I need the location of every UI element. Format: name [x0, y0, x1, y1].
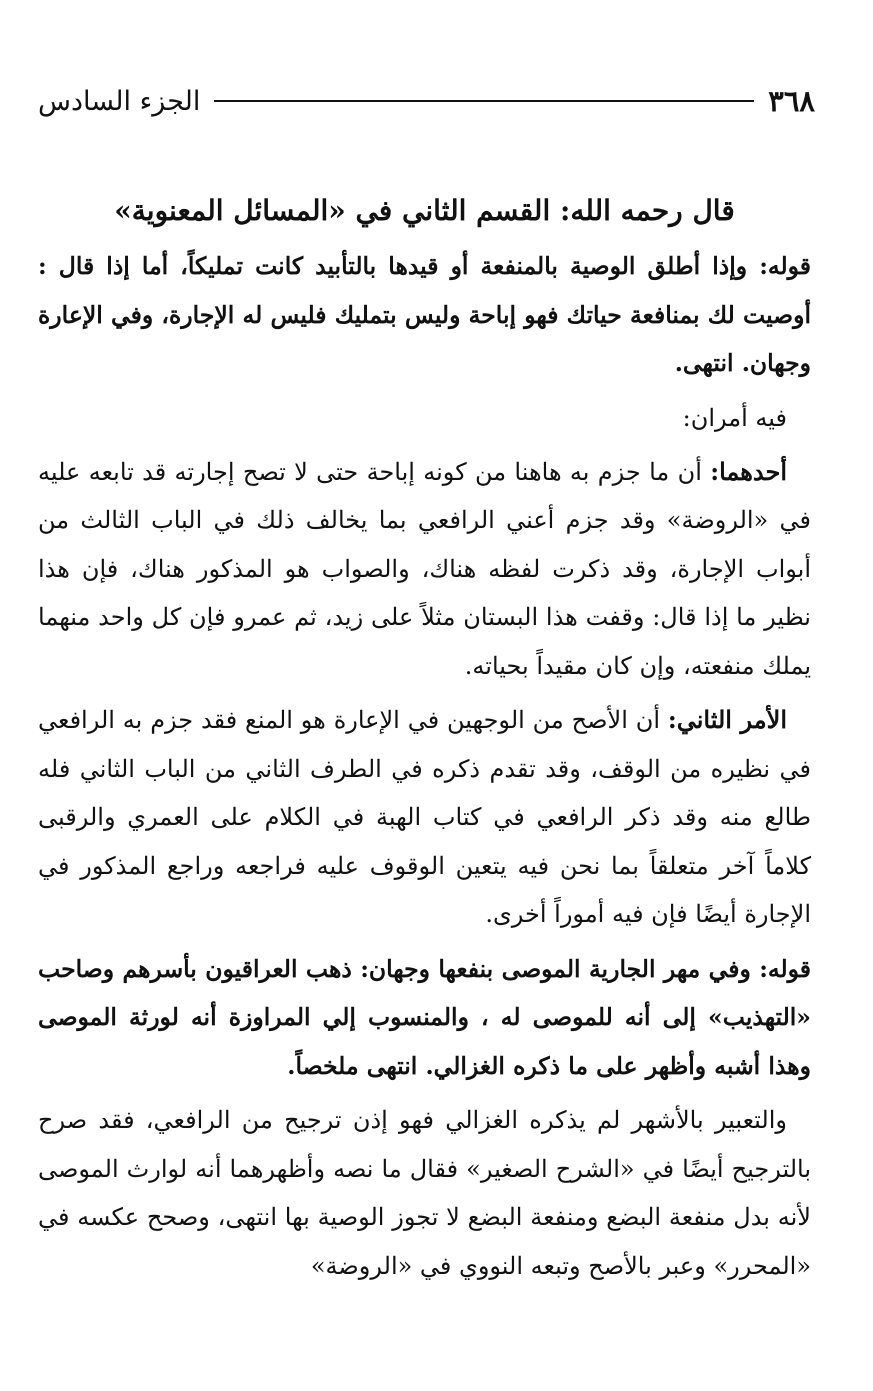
quoted-passage: قوله: وفي مهر الجارية الموصى بنفعها وجهان: ذهب العراقيون بأسرهم وصاحب «التهذيب» إلى أنه للموصى له ، والمنسوب إلي المراوزة أنه لورثة الموصى وهذا أشبه وأظهر على ما ذكره الغزالي. انتهى ملخصاً.: [38, 954, 811, 1080]
commentary-paragraph: والتعبير بالأشهر لم يذكره الغزالي فهو إذن ترجيح من الرافعي، فقد صرح بالترجيح أيضًا في «الشرح الصغير» فقال ما نصه وأظهرهما أنه لوارث الموصى لأنه بدل منفعة البضع ومنفعة البضع لا تجوز الوصية بها انتهى، وصحح عكسه في «المحرر» وعبر بالأصح وتبعه النووي في «الروضة»: [38, 1106, 811, 1280]
part-title: الجزء السادس: [38, 85, 201, 117]
quoted-passage: قوله: وإذا أطلق الوصية بالمنفعة أو قيدها بالتأبيد كانت تمليكاً، أما إذا قال : أوصيت لك بمنافعة حياتك فهو إباحة وليس بتمليك فليس له الإجارة، وفي الإعارة وجهان. انتهى.: [38, 252, 811, 377]
header-rule: [214, 100, 754, 102]
paragraph-text: أن الأصح من الوجهين في الإعارة هو المنع فقد جزم به الرافعي في نظيره من الوقف، وقد تقدم ذكره في الطرف الثاني من الباب الثاني فله طالع منه وقد ذكر الرافعي في كتاب الهبة في الكلام على العمري والرقبى كلاماً آخر متعلقاً بما نحن فيه يتعين الوقوف عليه فراجعه وراجع المذكور في الإجارة أيضًا فإن فيه أموراً أخرى.: [38, 706, 811, 928]
page-number: ٣٦٨: [768, 84, 815, 118]
commentary-paragraph: [38, 696, 811, 939]
section-heading: قال رحمه الله: القسم الثاني في «المسائل المعنوية»: [114, 194, 735, 227]
paragraph-lead: أحدهما:: [710, 456, 788, 486]
commentary-paragraph: [38, 448, 811, 691]
paragraph-lead: الأمر الثاني:: [667, 705, 787, 734]
paragraph-text: أن ما جزم به هاهنا من كونه إباحة حتى لا تصح إجارته قد تابعه عليه في «الروضة» وقد جزم أعني الرافعي بما يخالف ذلك في الباب الثالث من أبواب الإجارة، وقد ذكرت لفظه هناك، والصواب هو المذكور هناك، فإن هذا نظير ما إذا قال: وقفت هذا البستان مثلاً على زيد، ثم عمرو فإن كل واحد منهما يملك منفعته، وإن كان مقيداً بحياته.: [38, 457, 811, 680]
intro-line: فيه أمران:: [682, 403, 787, 432]
page-body: [38, 186, 811, 1296]
running-header: [38, 76, 815, 126]
